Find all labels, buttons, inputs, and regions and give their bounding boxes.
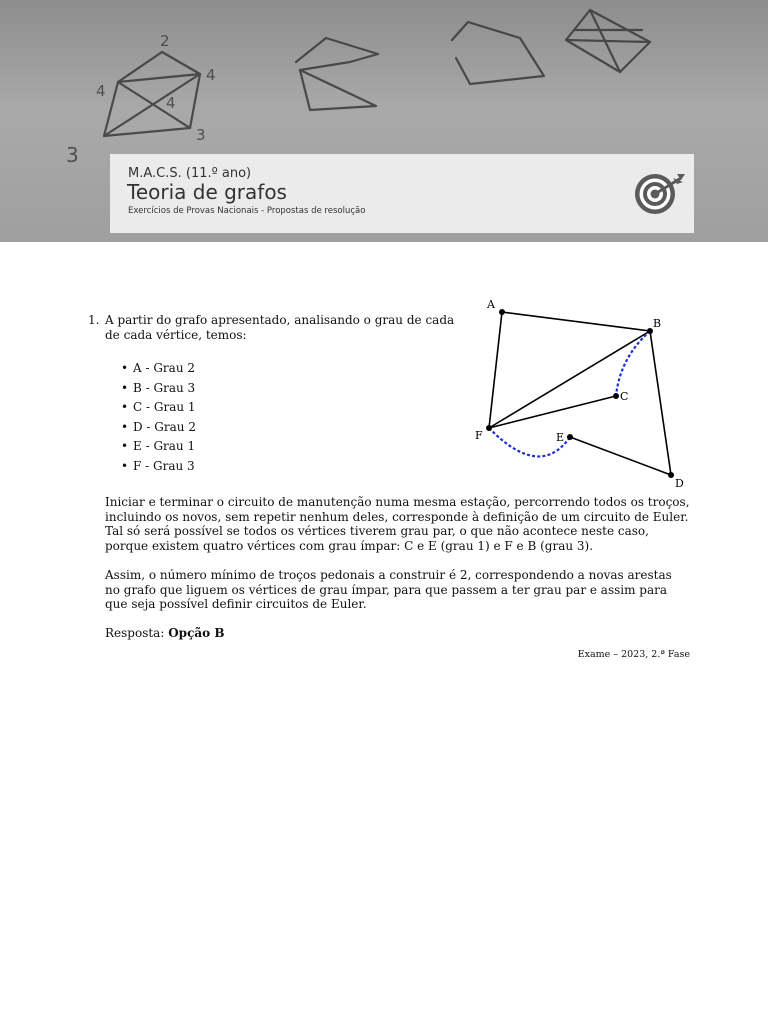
page-subtitle: Exercícios de Provas Nacionais - Propostas de resolução: [128, 206, 366, 216]
bullet-icon: •: [121, 439, 129, 453]
explanation-paragraph-1: Iniciar e terminar o circuito de manutenção numa mesma estação, percorrendo todos os troços, incluindo os novos, sem repetir nenhum deles, corresponde à definição de um circuito de Euler. Tal só será possível se todos os vértices tiverem grau par, o que não acontece neste caso, porque existem quatro vértices com grau ímpar: C e E (grau 1) e F e B (grau 3).: [105, 495, 690, 554]
sketch-label: 4: [96, 82, 106, 100]
degree-label: F - Grau 3: [133, 458, 195, 473]
list-item: [121, 380, 196, 400]
graph-diagram: [470, 290, 700, 500]
edge-a-b: [502, 312, 650, 331]
question-number: 1.: [88, 313, 100, 327]
sketch-graph-2: [296, 38, 378, 110]
vertex-label-b: B: [653, 317, 662, 330]
edge-b-d: [650, 331, 671, 475]
title-box: [110, 154, 694, 233]
list-item: [121, 399, 196, 419]
target-arrow-icon: [633, 172, 687, 216]
degree-label: C - Grau 1: [133, 400, 196, 414]
page-title: Teoria de grafos: [127, 180, 287, 204]
vertex-f: [486, 425, 492, 431]
edge-b-f: [489, 331, 650, 428]
bullet-icon: •: [121, 419, 129, 434]
vertex-label-f: F: [475, 429, 483, 442]
vertex-a: [499, 309, 505, 315]
explanation-paragraph-2: Assim, o número mínimo de troços pedonais a construir é 2, correspondendo a novas arestas no grafo que liguem os vértices de grau ímpar, para que passem a ter grau par e assim para que seja possível definir circuitos de Euler.: [105, 568, 672, 612]
vertex-c: [613, 393, 619, 399]
list-item: [121, 419, 196, 439]
vertex-label-d: D: [675, 477, 684, 490]
sketch-label: 4: [206, 66, 216, 84]
answer-label: Resposta:: [105, 626, 165, 640]
header-banner: [0, 0, 768, 242]
sketch-graph-1: [104, 52, 200, 136]
edge-a-f: [489, 312, 502, 428]
list-item: [121, 360, 196, 380]
sketch-label: 3: [196, 126, 206, 144]
degree-label: A - Grau 2: [133, 361, 196, 375]
degree-label: E - Grau 1: [133, 439, 196, 453]
bullet-icon: •: [121, 458, 129, 473]
edge-f-c: [489, 396, 616, 428]
vertex-label-a: A: [487, 298, 495, 311]
vertex-label-e: E: [556, 431, 565, 444]
vertex-label-c: C: [620, 390, 629, 403]
vertex-d: [668, 472, 674, 478]
answer-value: Opção B: [168, 626, 225, 640]
course-label: M.A.C.S. (11.º ano): [128, 166, 252, 181]
list-item: [121, 438, 196, 458]
bullet-icon: •: [121, 380, 129, 395]
sketch-label: 4: [166, 94, 176, 112]
sketch-label: 3: [66, 143, 79, 167]
question-intro: A partir do grafo apresentado, analisando o grau de cada de cada vértice, temos:: [105, 313, 455, 342]
bullet-icon: •: [121, 400, 129, 414]
degree-label: D - Grau 2: [133, 419, 196, 434]
edge-e-d: [570, 437, 671, 475]
degree-label: B - Grau 3: [133, 380, 196, 395]
bullet-icon: •: [121, 361, 129, 375]
sketch-graph-4: [566, 10, 650, 72]
vertex-e: [567, 434, 573, 440]
sketch-graph-3: [452, 22, 544, 84]
exam-source: Exame – 2023, 2.ª Fase: [577, 649, 690, 660]
answer-line: [105, 626, 224, 640]
degree-list: [121, 360, 196, 477]
list-item: [121, 458, 196, 478]
sketch-label: 2: [160, 32, 170, 50]
